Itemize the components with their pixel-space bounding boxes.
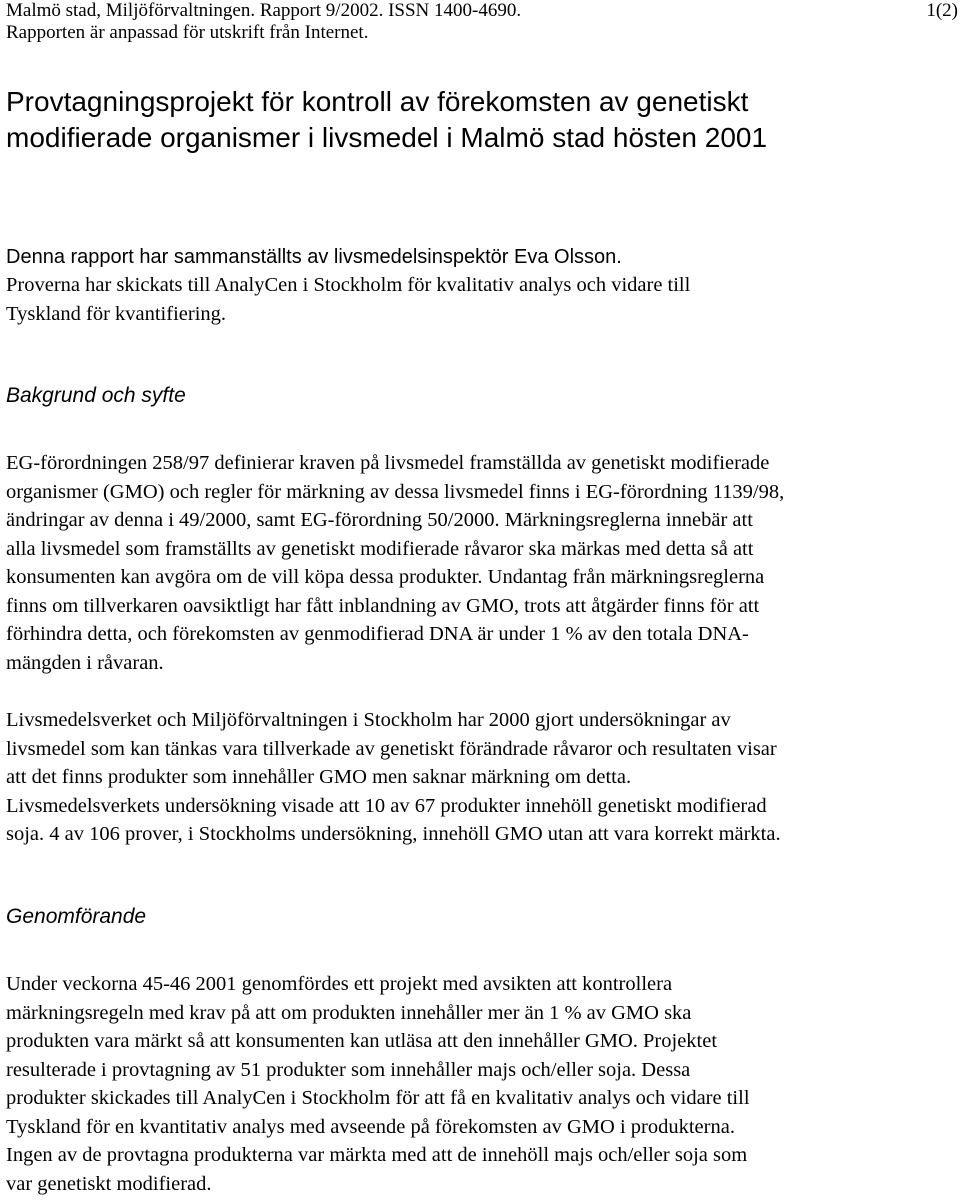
report-title-line-2: modifierade organismer i livsmedel i Malmö stad hösten 2001	[6, 122, 768, 153]
text-line: Tyskland för en kvantitativ analys med avseende på förekomsten av GMO i produkterna.	[6, 1115, 735, 1138]
section-heading-genomforande: Genomförande	[6, 905, 147, 928]
text-line: resulterade i provtagning av 51 produkter som innehåller majs och/eller soja. Dessa	[6, 1058, 691, 1081]
text-line: ändringar av denna i 49/2000, samt EG-förordning 50/2000. Märkningsreglerna innebär att	[6, 509, 753, 531]
text-line: organismer (GMO) och regler för märkning av dessa livsmedel finns i EG-förordning 1139/98,	[6, 480, 785, 503]
text-line: var genetiskt modifierad.	[6, 1172, 212, 1195]
text-line: märkningsregeln med krav på att om produkten innehåller mer än 1 % av GMO ska	[6, 1001, 692, 1024]
text-line: produkten vara märkt så att konsumenten kan utläsa att den innehåller GMO. Projektet	[6, 1030, 718, 1052]
text-line: finns om tillverkaren oavsiktligt har fått inblandning av GMO, trots att åtgärder finns för att	[6, 594, 760, 617]
text-line: Ingen av de provtagna produkterna var märkta med att de innehöll majs och/eller soja som	[6, 1144, 748, 1166]
text-line: konsumenten kan avgöra om de vill köpa dessa produkter. Undantag från märkningsreglerna	[6, 566, 765, 588]
intro-paragraph	[6, 271, 946, 328]
report-title	[6, 84, 956, 156]
report-header	[6, 0, 956, 44]
header-line-print-note: Rapporten är anpassad för utskrift från Internet.	[6, 22, 369, 43]
bakgrund-paragraph-1	[6, 449, 958, 677]
text-line: produkter skickades till AnalyCen i Stockholm för att få en kvalitativ analys och vidare till	[6, 1087, 750, 1109]
text-line: mängden i råvaran.	[6, 651, 164, 674]
bakgrund-paragraph-2	[6, 706, 958, 849]
intro-line: Proverna har skickats till AnalyCen i Stockholm för kvalitativ analys och vidare till	[6, 274, 691, 296]
text-line: EG-förordningen 258/97 definierar kraven på livsmedel framställda av genetiskt modifierade	[6, 452, 770, 474]
author-statement: Denna rapport har sammanställts av livsmedelsinspektör Eva Olsson.	[6, 246, 622, 268]
text-line: Livsmedelsverkets undersökning visade att 10 av 67 produkter innehöll genetiskt modifierad	[6, 794, 767, 817]
text-line: att det finns produkter som innehåller GMO men saknar märkning om detta.	[6, 766, 632, 788]
intro-line: Tyskland för kvantifiering.	[6, 302, 227, 325]
text-line: Under veckorna 45-46 2001 genomfördes ett projekt med avsikten att kontrollera	[6, 973, 673, 995]
text-line: alla livsmedel som framställts av genetiskt modifierade råvaror ska märkas med detta så att	[6, 537, 754, 560]
header-line-publication: Malmö stad, Miljöförvaltningen. Rapport 9/2002. ISSN 1400-4690.	[6, 0, 522, 21]
text-line: Livsmedelsverket och Miljöförvaltningen i Stockholm har 2000 gjort undersökningar av	[6, 709, 731, 731]
text-line: förhindra detta, och förekomsten av genmodifierad DNA är under 1 % av den totala DNA-	[6, 623, 749, 645]
section-heading-bakgrund: Bakgrund och syfte	[6, 384, 186, 407]
text-line: soja. 4 av 106 prover, i Stockholms undersökning, innehöll GMO utan att vara korrekt märkta.	[6, 823, 781, 845]
report-title-line-1: Provtagningsprojekt för kontroll av förekomsten av genetiskt	[6, 86, 749, 117]
text-line: livsmedel som kan tänkas vara tillverkade av genetiskt förändrade råvaror och resultaten visar	[6, 737, 777, 760]
genomforande-paragraph-1	[6, 970, 958, 1198]
page-number: 1(2)	[926, 0, 958, 21]
